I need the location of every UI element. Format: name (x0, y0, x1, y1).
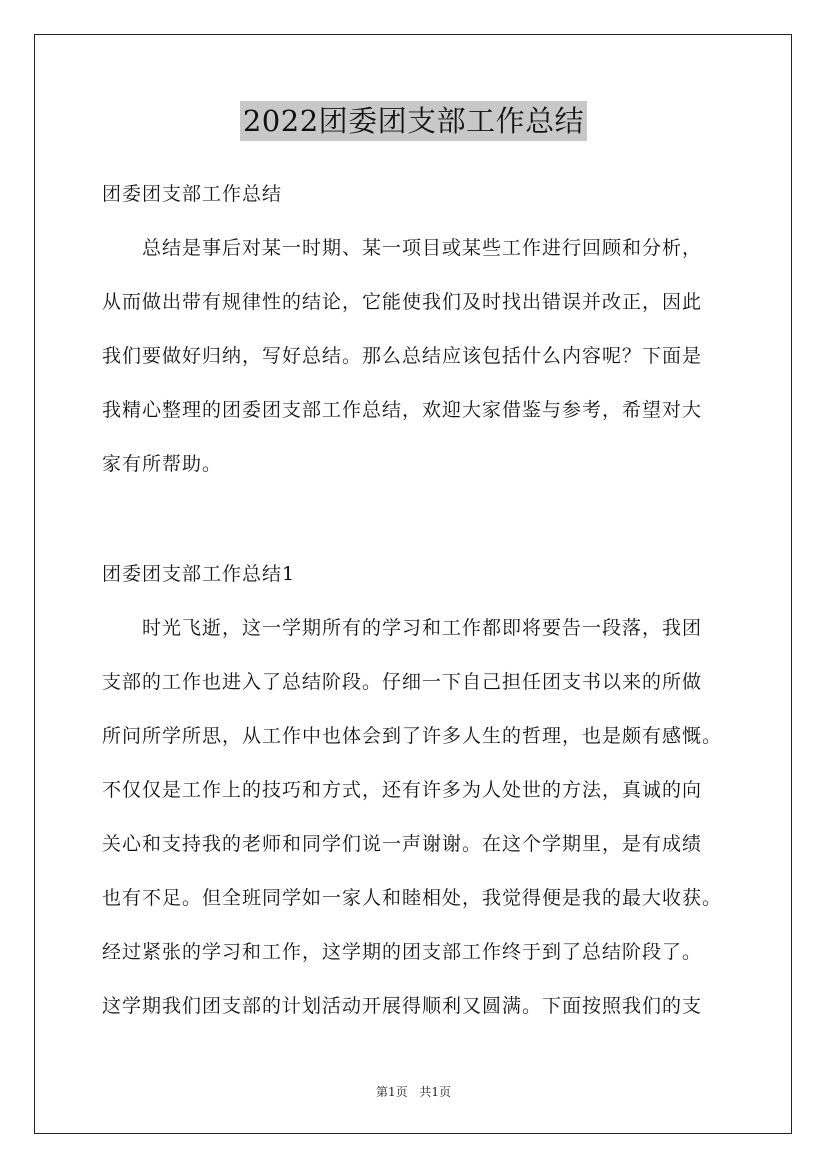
paragraph-line: 时光飞逝，这一学期所有的学习和工作都即将要告一段落，我团 (142, 617, 703, 639)
title-container (0, 101, 827, 141)
paragraph-line: 经过紧张的学习和工作，这学期的团支部工作终于到了总结阶段了。 (102, 941, 703, 963)
document-title: 2022团委团支部工作总结 (240, 101, 587, 141)
section-heading: 团委团支部工作总结 (102, 183, 283, 205)
paragraph-line: 家有所帮助。 (102, 453, 223, 475)
page-number: 第1页 (375, 1085, 408, 1099)
paragraph-line: 我们要做好归纳，写好总结。那么总结应该包括什么内容呢？下面是 (102, 345, 703, 367)
paragraph-line: 关心和支持我的老师和同学们说一声谢谢。在这个学期里，是有成绩 (102, 833, 703, 855)
paragraph-line: 也有不足。但全班同学如一家人和睦相处，我觉得便是我的最大收获。 (102, 887, 723, 909)
paragraph-line: 从而做出带有规律性的结论，它能使我们及时找出错误并改正，因此 (102, 291, 703, 313)
page-footer (0, 1084, 827, 1100)
paragraph-line: 总结是事后对某一时期、某一项目或某些工作进行回顾和分析， (142, 237, 703, 259)
paragraph-line: 所问所学所思，从工作中也体会到了许多人生的哲理，也是颇有感慨。 (102, 725, 723, 747)
paragraph-line: 支部的工作也进入了总结阶段。仔细一下自己担任团支书以来的所做 (102, 671, 703, 693)
paragraph-line: 这学期我们团支部的计划活动开展得顺利又圆满。下面按照我们的支 (102, 995, 703, 1017)
paragraph-line: 不仅仅是工作上的技巧和方式，还有许多为人处世的方法，真诚的向 (102, 779, 703, 801)
page-total: 共1页 (419, 1085, 452, 1099)
paragraph-line: 我精心整理的团委团支部工作总结，欢迎大家借鉴与参考，希望对大 (102, 399, 703, 421)
section-heading: 团委团支部工作总结1 (102, 563, 296, 585)
